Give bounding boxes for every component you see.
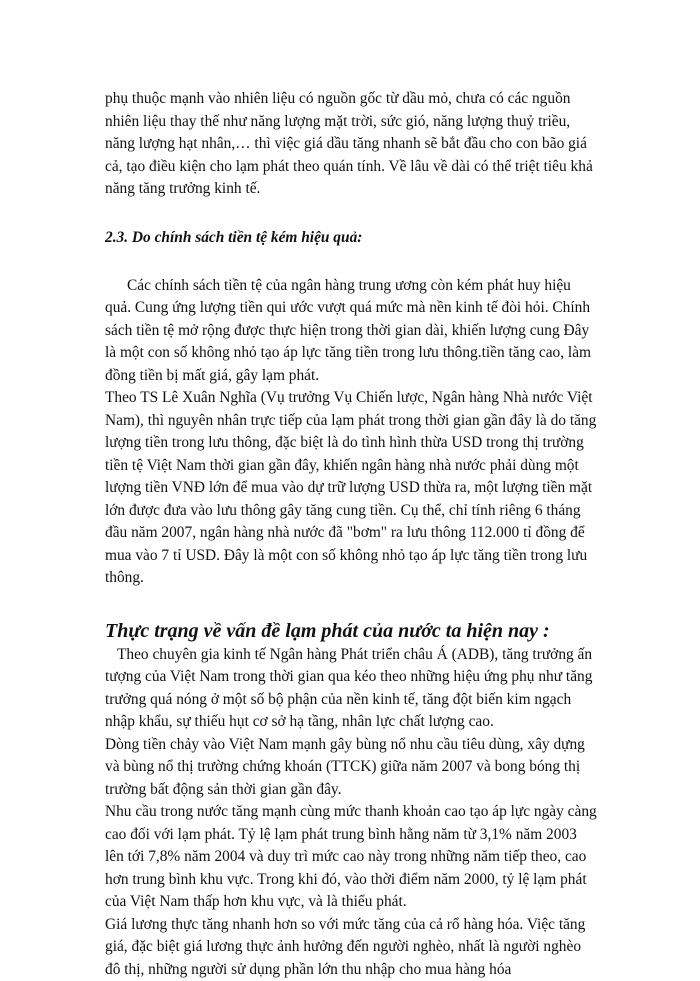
paragraph-domestic-demand: Nhu cầu trong nước tăng mạnh cùng mức thanh khoản cao tạo áp lực ngày càng cao đối với lạm phát. Tỷ lệ lạm phát trung bình hằng năm từ 3,1% năm 2003 lên tới 7,8% năm 2004 và duy trì mức cao này trong những năm tiếp theo, cao hơn trung bình khu vực. Trong khi đó, vào thời điểm năm 2000, tỷ lệ lạm phát của Việt Nam thấp hơn khu vực, và là thiểu phát.: [105, 801, 597, 914]
paragraph-le-xuan-nghia: Theo TS Lê Xuân Nghĩa (Vụ trưởng Vụ Chiến lược, Ngân hàng Nhà nước Việt Nam), thì nguyên nhân trực tiếp của lạm phát trong thời gian gần đây là do tăng lượng tiền trong lưu thông, đặc biệt là do tình hình thừa USD trong thị trường tiền tệ Việt Nam thời gian gần đây, khiến ngân hàng nhà nước phải dùng một lượng tiền VNĐ lớn để mua vào dự trữ lượng USD thừa ra, một lượng tiền mặt lớn được đưa vào lưu thông gây tăng cung tiền. Cụ thể, chỉ tính riêng 6 tháng đầu năm 2007, ngân hàng nhà nước đã "bơm" ra lưu thông 112.000 tỉ đồng để mua vào 7 tỉ USD. Đây là một con số không nhỏ tạo áp lực tăng tiền trong lưu thông.: [105, 387, 597, 590]
paragraph-food-prices: Giá lương thực tăng nhanh hơn so với mức tăng của cả rổ hàng hóa. Việc tăng giá, đặc biệt giá lương thực ảnh hưởng đến người nghèo, nhất là người nghèo đô thị, những người sử dụng phần lớn thu nhập cho mua hàng hóa: [105, 914, 597, 981]
paragraph-cash-flow: Dòng tiền chảy vào Việt Nam mạnh gây bùng nổ nhu cầu tiêu dùng, xây dựng và bùng nổ thị trường chứng khoán (TTCK) giữa năm 2007 và bong bóng thị trường bất động sản thời gian gần đây.: [105, 734, 597, 802]
document-page: [105, 88, 597, 981]
paragraph-monetary-policy: Các chính sách tiền tệ của ngân hàng trung ương còn kém phát huy hiệu quả. Cung ứng lượng tiền qui ước vượt quá mức mà nền kinh tế đòi hỏi. Chính sách tiền tệ mở rộng được thực hiện trong thời gian dài, khiến lượng cung Đây là một con số không nhỏ tạo áp lực tăng tiền trong lưu thông.tiền tăng cao, làm đồng tiền bị mất giá, gây lạm phát.: [105, 275, 597, 388]
paragraph-adb: Theo chuyên gia kinh tế Ngân hàng Phát triển châu Á (ADB), tăng trưởng ấn tượng của Việt Nam trong thời gian qua kéo theo những hiệu ứng phụ như tăng trưởng quá nóng ở một số bộ phận của nền kinh tế, tăng đột biến kim ngạch nhập khẩu, sự thiếu hụt cơ sở hạ tầng, nhân lực chất lượng cao.: [105, 644, 597, 734]
section-heading-inflation-status: Thực trạng về vấn đề lạm phát của nước ta hiện nay :: [105, 618, 597, 644]
section-heading-2-3: 2.3. Do chính sách tiền tệ kém hiệu quả:: [105, 228, 597, 248]
paragraph-intro: phụ thuộc mạnh vào nhiên liệu có nguồn gốc từ dầu mỏ, chưa có các nguồn nhiên liệu thay thế như năng lượng mặt trời, sức gió, năng lượng thuỷ triều, năng lượng hạt nhân,… thì việc giá dầu tăng nhanh sẽ bắt đầu cho con bão giá cả, tạo điều kiện cho lạm phát theo quán tính. Về lâu về dài có thể triệt tiêu khả năng tăng trưởng kinh tế.: [105, 88, 597, 201]
